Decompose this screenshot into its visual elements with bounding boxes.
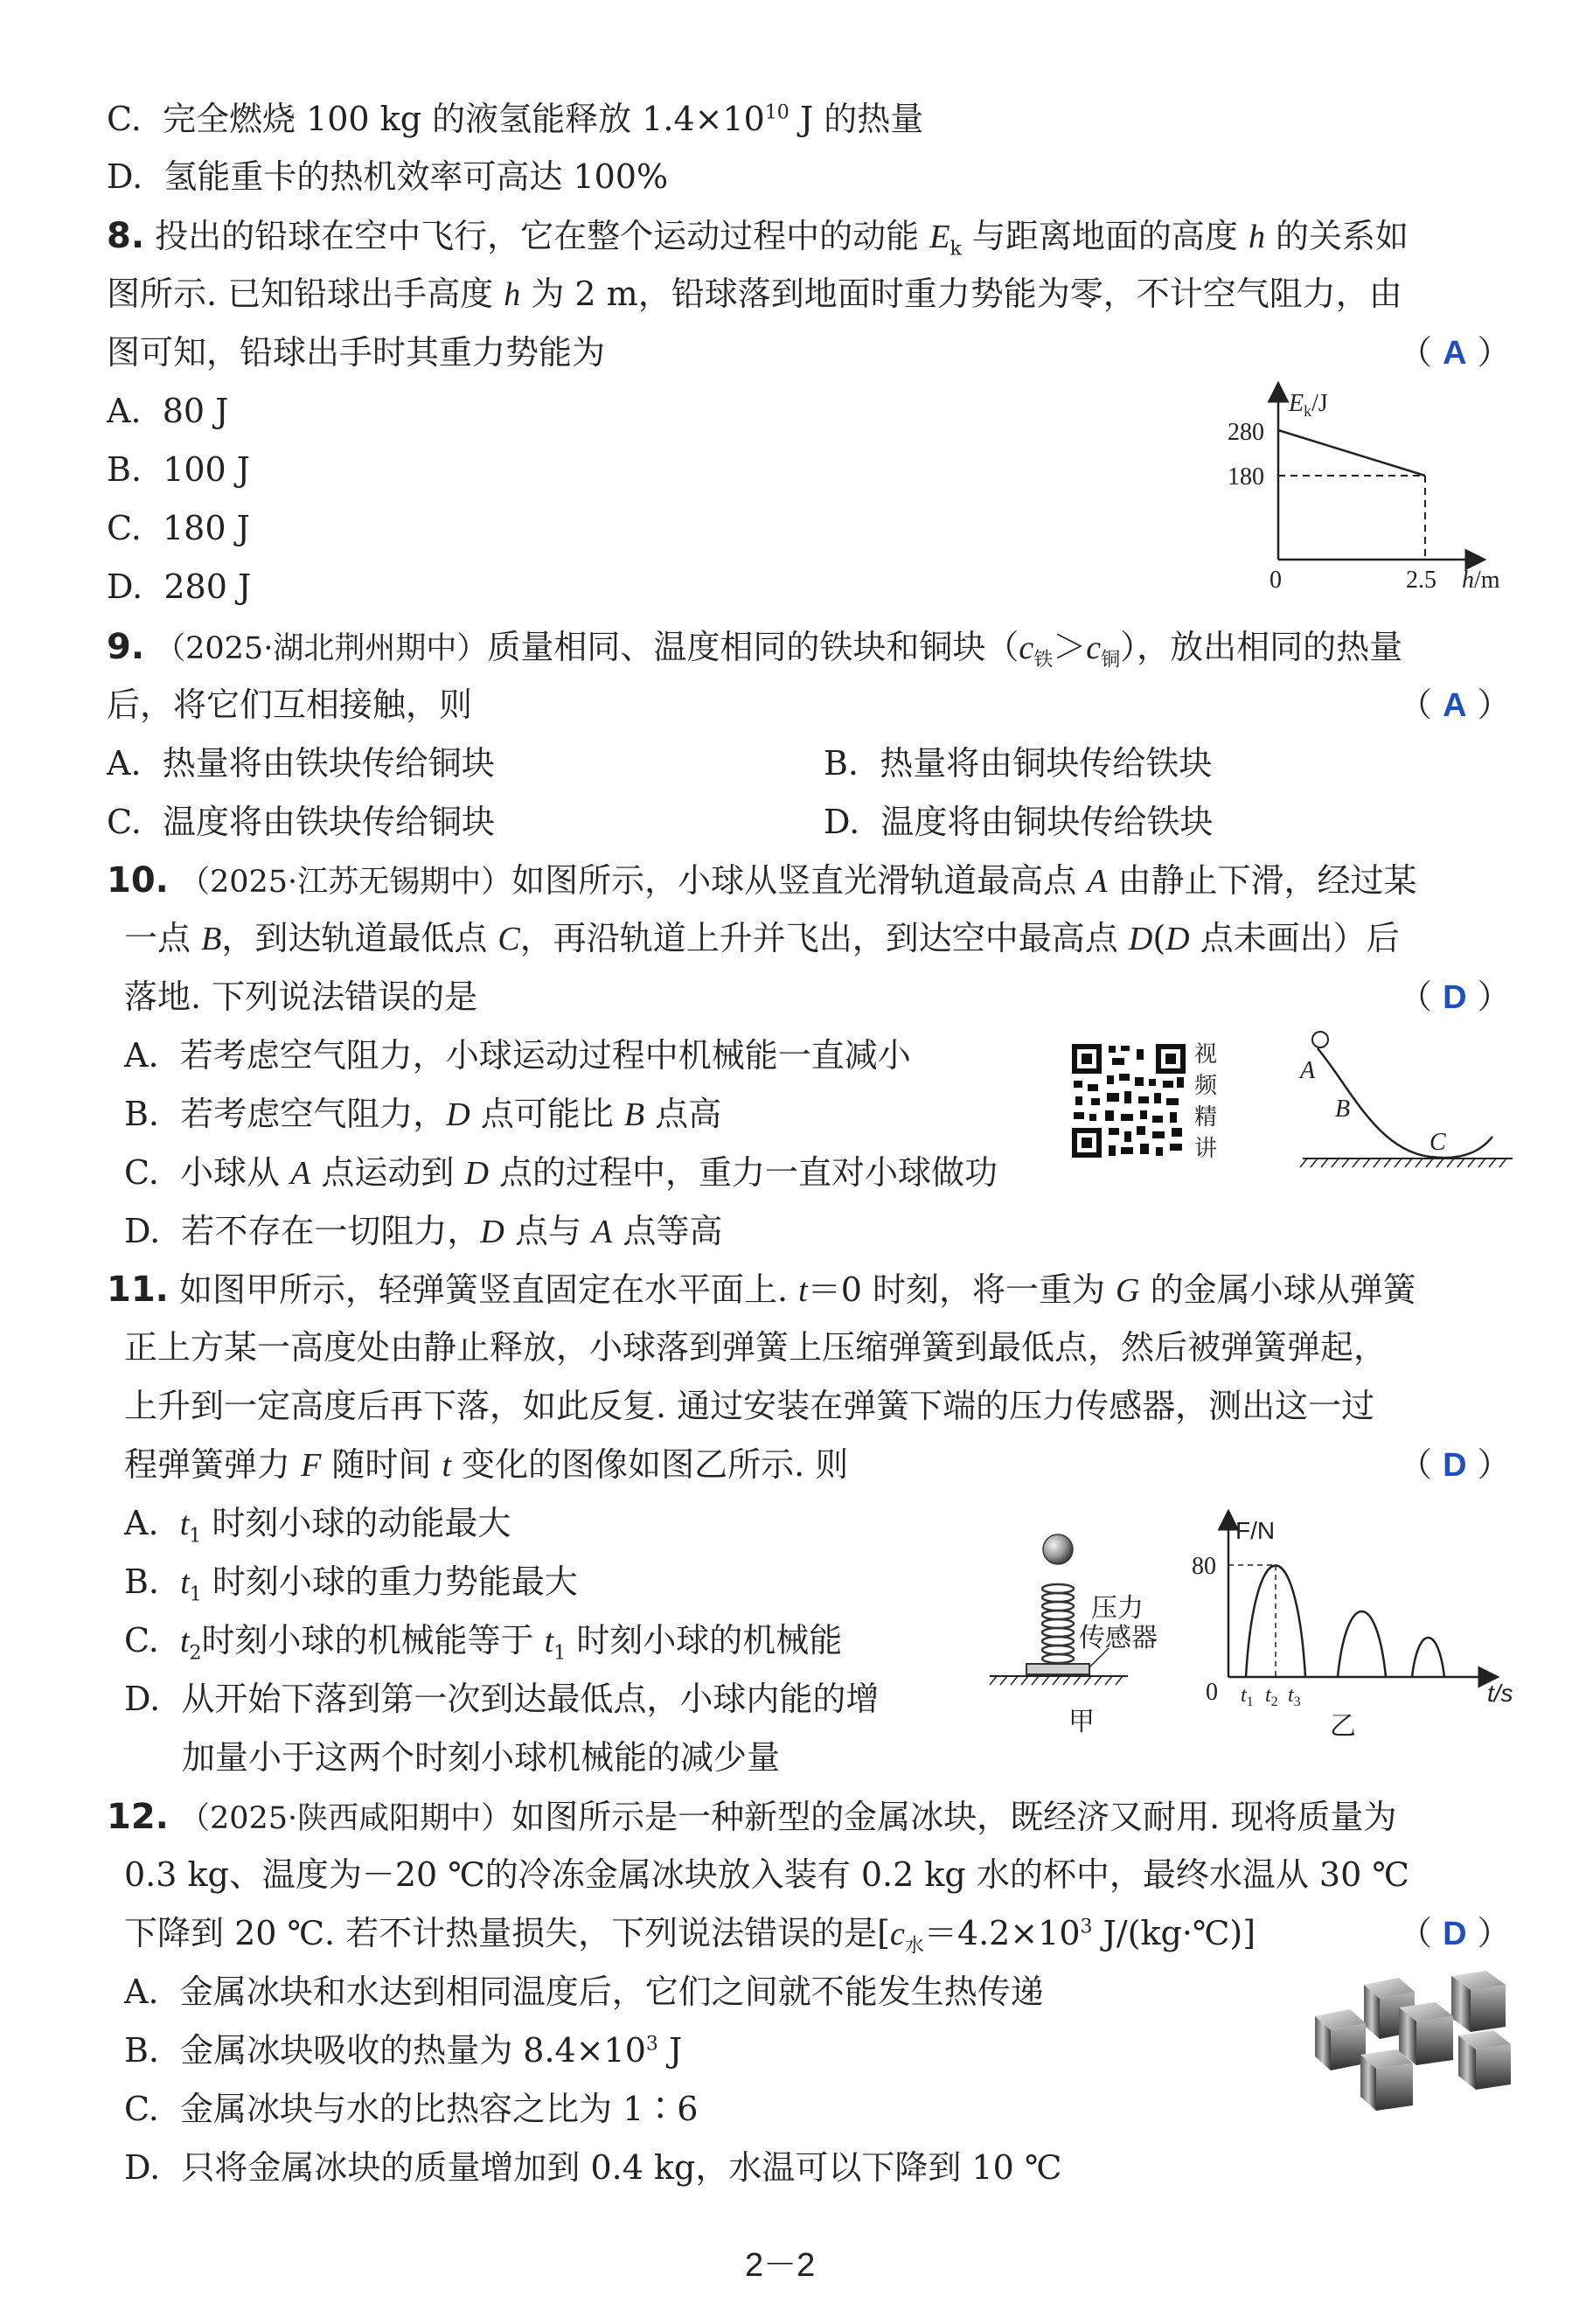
q11-line4: 程弹簧弹力 F 随时间 t 变化的图像如图乙所示. 则 bbox=[124, 1445, 849, 1484]
q8-line3: 图可知，铅球出手时其重力势能为 bbox=[107, 333, 606, 372]
q8-option-d: D. 280 J bbox=[107, 567, 252, 606]
y-tick-280: 280 bbox=[1228, 419, 1264, 446]
q9-line1: 9. （2025·湖北荆州期中）质量相同、温度相同的铁块和铜块$(c_铁>c_铜)$，放出相同的热量 bbox=[107, 627, 1403, 671]
x-tick: 2.5 bbox=[1406, 567, 1436, 594]
sensor-label-1: 压力 bbox=[1091, 1594, 1144, 1623]
q10-answer: （ D ） bbox=[1399, 978, 1511, 1016]
pressure-sensor bbox=[1026, 1664, 1089, 1674]
tick-t2: $t_2$ bbox=[1265, 1684, 1278, 1709]
q12-option-d: D. 只将金属冰块的质量增加到 0.4 kg，水温可以下降到 10 ℃ bbox=[124, 2148, 1062, 2187]
caption-yi: 乙 bbox=[1330, 1712, 1356, 1741]
tick-t3: $t_3$ bbox=[1288, 1684, 1301, 1709]
y-label: F/N bbox=[1235, 1517, 1276, 1544]
q11-answer: （ D ） bbox=[1399, 1445, 1511, 1484]
label-c: C bbox=[1429, 1129, 1446, 1156]
q10-option-a: A. 若考虑空气阻力，小球运动过程中机械能一直减小 bbox=[124, 1036, 911, 1075]
y-label: $E_k/J$ bbox=[1289, 390, 1328, 420]
caption-jia: 甲 bbox=[1068, 1708, 1095, 1736]
metal-ball bbox=[1043, 1534, 1073, 1564]
sensor-label-2: 传感器 bbox=[1079, 1624, 1158, 1653]
q11-option-d-cont: 加量小于这两个时刻小球机械能的减少量 bbox=[182, 1738, 781, 1777]
q8-answer: （ A ） bbox=[1399, 333, 1511, 372]
q10-track-figure bbox=[1298, 1027, 1517, 1172]
q8-line2: 图所示. 已知铅球出手高度 h 为 2 m，铅球落到地面时重力势能为零，不计空气阻力，由 bbox=[107, 275, 1402, 313]
pulse-1 bbox=[1246, 1566, 1305, 1678]
cube-front bbox=[1360, 2049, 1413, 2111]
qr-code[interactable] bbox=[1068, 1040, 1189, 1161]
cube-left bbox=[1315, 2009, 1366, 2070]
q9-option-c: C. 温度将由铁块传给铜块 bbox=[107, 803, 495, 841]
tick-t1: $t_1$ bbox=[1241, 1684, 1254, 1709]
q9-answer: （ A ） bbox=[1399, 685, 1511, 724]
ek-line bbox=[1278, 430, 1425, 476]
qr-label: 视 频 精 讲 bbox=[1193, 1041, 1217, 1162]
option-d: D. 氢能重卡的热机效率可高达 100% bbox=[107, 157, 669, 196]
q8-ek-h-graph bbox=[1215, 385, 1530, 595]
cube-right bbox=[1458, 2030, 1511, 2090]
spring bbox=[1042, 1584, 1074, 1663]
q11-fig-yi bbox=[1167, 1511, 1526, 1747]
q11-option-b: B. $t_1$ 时刻小球的重力势能最大 bbox=[124, 1562, 578, 1606]
q12-line2: 0.3 kg、温度为－20 ℃的冷冻金属冰块放入装有 0.2 kg 水的杯中，最终水温从 30 ℃ bbox=[124, 1855, 1409, 1894]
q10-option-c: C. 小球从 A 点运动到 D 点的过程中，重力一直对小球做功 bbox=[124, 1153, 998, 1192]
q10-line1: 10. （2025·江苏无锡期中）如图所示，小球从竖直光滑轨道最高点 A 由静止下滑，经过某 bbox=[107, 860, 1417, 901]
q9-line2: 后，将它们互相接触，则 bbox=[107, 685, 473, 724]
q9-option-a: A. 热量将由铁块传给铜块 bbox=[107, 744, 495, 783]
q12-option-b: B. 金属冰块吸收的热量为 $8.4\times 10^3$ J bbox=[124, 2031, 683, 2070]
q12-answer: （ D ） bbox=[1399, 1914, 1511, 1952]
q11-option-d: D. 从开始下落到第一次到达最低点，小球内能的增 bbox=[124, 1680, 880, 1718]
q9-option-d: D. 温度将由铜块传给铁块 bbox=[824, 803, 1214, 841]
q12-option-c: C. 金属冰块与水的比热容之比为 1∶6 bbox=[124, 2090, 699, 2128]
cube-middle bbox=[1399, 2002, 1453, 2065]
q12-line1: 12. （2025·陕西咸阳期中）如图所示是一种新型的金属冰块，既经济又耐用. 现将质量为 bbox=[107, 1797, 1397, 1837]
q12-option-a: A. 金属冰块和水达到相同温度后，它们之间就不能发生热传递 bbox=[124, 1973, 1044, 2011]
q11-line2: 正上方某一高度处由静止释放，小球落到弹簧上压缩弹簧到最低点，然后被弹簧弹起， bbox=[124, 1328, 1388, 1367]
pulse-3 bbox=[1412, 1638, 1444, 1677]
q8-option-b: B. 100 J bbox=[107, 450, 251, 489]
origin: 0 bbox=[1269, 567, 1282, 594]
q10-option-d: D. 若不存在一切阻力，D 点与 A 点等高 bbox=[124, 1212, 723, 1250]
origin: 0 bbox=[1206, 1679, 1218, 1706]
q10-line3: 落地. 下列说法错误的是 bbox=[124, 978, 478, 1016]
metal-ice-cubes-image bbox=[1311, 1967, 1521, 2120]
q11-option-a: A. $t_1$ 时刻小球的动能最大 bbox=[124, 1504, 511, 1548]
q10-line2: 一点 B，到达轨道最低点 C，再沿轨道上升并飞出，到达空中最高点 D(D 点未画出）后 bbox=[124, 919, 1400, 957]
page-number: 2－2 bbox=[745, 2247, 816, 2284]
pulse-2 bbox=[1338, 1611, 1386, 1677]
q12-line3: 下降到 20 ℃. 若不计热量损失，下列说法错误的是[$c_水=4.2\times 10^3$ J/(kg·℃)] bbox=[124, 1914, 1256, 1958]
q8-option-c: C. 180 J bbox=[107, 509, 250, 547]
ball bbox=[1312, 1032, 1328, 1047]
option-c: C. 完全燃烧 100 kg 的液氢能释放 $1.4\times 10^{10}$ J 的热量 bbox=[107, 100, 924, 138]
x-label: t/s bbox=[1487, 1680, 1513, 1707]
y-tick-80: 80 bbox=[1192, 1553, 1216, 1580]
q11-option-c: C. $t_2$时刻小球的机械能等于 $t_1$ 时刻小球的机械能 bbox=[124, 1621, 843, 1665]
q11-fig-jia bbox=[988, 1526, 1198, 1740]
cube-back-right bbox=[1451, 1971, 1506, 2032]
q8-option-a: A. 80 J bbox=[107, 392, 229, 430]
q11-line1: 11. 如图甲所示，轻弹簧竖直固定在水平面上. t＝0 时刻，将一重为 G 的金属小球从弹簧 bbox=[107, 1270, 1416, 1310]
x-label: h/m bbox=[1462, 567, 1500, 594]
label-b: B bbox=[1335, 1096, 1351, 1123]
q11-line3: 上升到一定高度后再下落，如此反复. 通过安装在弹簧下端的压力传感器，测出这一过 bbox=[124, 1387, 1375, 1425]
label-a: A bbox=[1300, 1057, 1316, 1084]
y-tick-180: 180 bbox=[1228, 463, 1264, 491]
q10-option-b: B. 若考虑空气阻力，D 点可能比 B 点高 bbox=[124, 1095, 722, 1133]
q9-option-b: B. 热量将由铜块传给铁块 bbox=[824, 744, 1213, 783]
q8-line1: 8. 投出的铅球在空中飞行，它在整个运动过程中的动能 $E_k$ 与距离地面的高度 h 的关系如 bbox=[107, 216, 1409, 261]
